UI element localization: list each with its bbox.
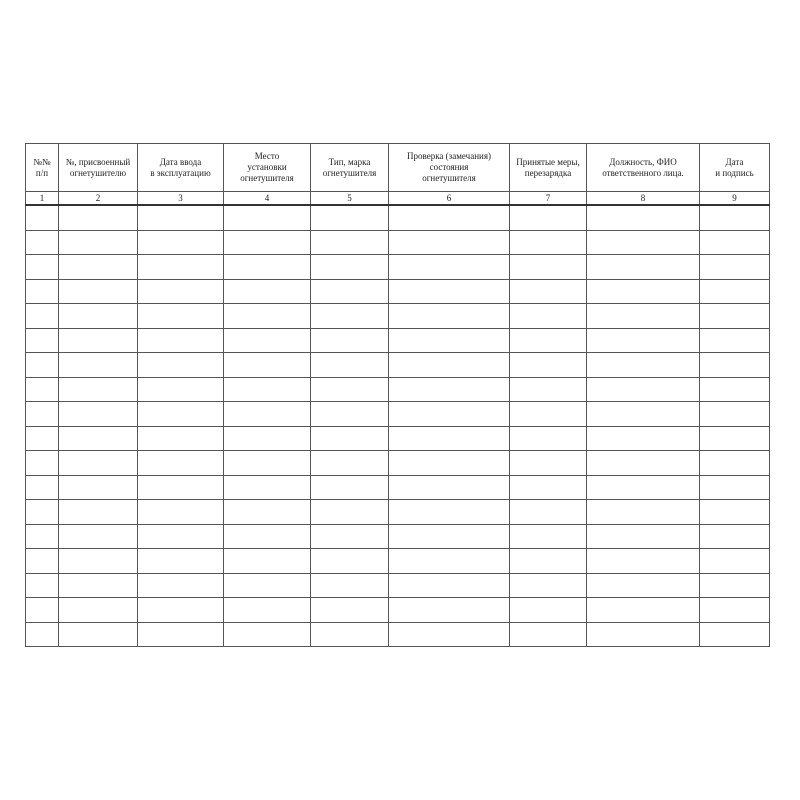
table-cell[interactable] [389,279,510,304]
table-cell[interactable] [59,353,138,378]
header-cell: Проверка (замечания) состояния огнетушителя [389,144,510,192]
table-cell[interactable] [510,524,587,549]
table-cell[interactable] [224,279,311,304]
table-cell[interactable] [510,353,587,378]
table-cell[interactable] [138,255,224,280]
table-cell[interactable] [700,230,770,255]
table-row [26,451,770,476]
table-cell[interactable] [138,230,224,255]
column-number-cell: 1 [26,192,59,206]
journal-table [25,143,770,647]
table-cell[interactable] [700,402,770,427]
table-row [26,524,770,549]
table-cell[interactable] [26,205,59,230]
table-cell[interactable] [26,573,59,598]
table-cell[interactable] [587,573,700,598]
table-cell[interactable] [311,279,389,304]
table-cell[interactable] [311,328,389,353]
table-row [26,598,770,623]
table-cell[interactable] [510,500,587,525]
table-cell[interactable] [510,304,587,329]
table-cell[interactable] [26,304,59,329]
table-cell[interactable] [389,205,510,230]
table-cell[interactable] [59,573,138,598]
table-cell[interactable] [59,255,138,280]
table-cell[interactable] [224,426,311,451]
table-cell[interactable] [510,328,587,353]
table-cell[interactable] [510,377,587,402]
table-cell[interactable] [138,549,224,574]
table-cell[interactable] [389,573,510,598]
column-number-cell: 4 [224,192,311,206]
table-cell[interactable] [138,205,224,230]
table-cell[interactable] [587,205,700,230]
table-cell[interactable] [389,353,510,378]
table-cell[interactable] [389,549,510,574]
table-cell[interactable] [138,524,224,549]
header-cell: Принятые меры, перезарядка [510,144,587,192]
table-cell[interactable] [311,549,389,574]
table-cell[interactable] [587,598,700,623]
table-cell[interactable] [59,304,138,329]
table-cell[interactable] [389,598,510,623]
table-cell[interactable] [224,573,311,598]
table-cell[interactable] [59,402,138,427]
table-cell[interactable] [700,426,770,451]
table-cell[interactable] [224,353,311,378]
table-cell[interactable] [510,255,587,280]
table-cell[interactable] [587,475,700,500]
table-cell[interactable] [700,304,770,329]
table-cell[interactable] [389,230,510,255]
table-cell[interactable] [510,598,587,623]
table-cell[interactable] [311,402,389,427]
table-cell[interactable] [587,524,700,549]
table-row [26,205,770,230]
table-cell[interactable] [510,475,587,500]
header-cell: Дата ввода в эксплуатацию [138,144,224,192]
table-cell[interactable] [587,230,700,255]
table-cell[interactable] [138,622,224,647]
table-cell[interactable] [26,524,59,549]
table-cell[interactable] [59,230,138,255]
table-cell[interactable] [587,353,700,378]
header-cell: Место установки огнетушителя [224,144,311,192]
table-cell[interactable] [311,304,389,329]
table-cell[interactable] [700,451,770,476]
column-number-cell: 6 [389,192,510,206]
table-cell[interactable] [587,304,700,329]
table-cell[interactable] [26,549,59,574]
table-cell[interactable] [587,402,700,427]
table-cell[interactable] [224,622,311,647]
table-cell[interactable] [224,598,311,623]
table-cell[interactable] [700,549,770,574]
table-cell[interactable] [59,451,138,476]
header-cell: №№ п/п [26,144,59,192]
column-number-cell: 2 [59,192,138,206]
table-cell[interactable] [224,451,311,476]
table-cell[interactable] [700,205,770,230]
table-cell[interactable] [587,255,700,280]
table-cell[interactable] [311,255,389,280]
table-cell[interactable] [224,500,311,525]
table-cell[interactable] [311,426,389,451]
column-number-cell: 3 [138,192,224,206]
table-row [26,622,770,647]
table-cell[interactable] [138,573,224,598]
extinguisher-log-sheet [25,143,769,647]
table-cell[interactable] [311,573,389,598]
table-row [26,549,770,574]
table-cell[interactable] [224,205,311,230]
table-cell[interactable] [138,598,224,623]
table-cell[interactable] [700,328,770,353]
table-cell[interactable] [224,377,311,402]
table-cell[interactable] [389,426,510,451]
table-cell[interactable] [389,451,510,476]
table-cell[interactable] [59,205,138,230]
table-row [26,377,770,402]
table-cell[interactable] [700,377,770,402]
table-cell[interactable] [389,475,510,500]
table-cell[interactable] [587,279,700,304]
table-cell[interactable] [26,353,59,378]
table-cell[interactable] [510,426,587,451]
table-cell[interactable] [700,573,770,598]
table-cell[interactable] [389,255,510,280]
table-cell[interactable] [26,426,59,451]
table-cell[interactable] [138,377,224,402]
table-cell[interactable] [510,230,587,255]
table-row [26,230,770,255]
table-row [26,328,770,353]
column-number-cell: 5 [311,192,389,206]
table-cell[interactable] [224,475,311,500]
table-cell[interactable] [224,304,311,329]
table-cell[interactable] [26,598,59,623]
table-cell[interactable] [59,524,138,549]
table-cell[interactable] [389,328,510,353]
table-cell[interactable] [510,451,587,476]
table-cell[interactable] [311,205,389,230]
table-row [26,426,770,451]
table-cell[interactable] [26,230,59,255]
column-number-cell: 7 [510,192,587,206]
table-cell[interactable] [26,255,59,280]
table-cell[interactable] [26,402,59,427]
table-cell[interactable] [389,500,510,525]
table-cell[interactable] [510,549,587,574]
table-cell[interactable] [311,598,389,623]
table-row [26,402,770,427]
table-row [26,500,770,525]
table-cell[interactable] [224,230,311,255]
table-cell[interactable] [587,622,700,647]
table-cell[interactable] [700,524,770,549]
table-cell[interactable] [587,328,700,353]
column-number-cell: 9 [700,192,770,206]
table-cell[interactable] [59,549,138,574]
table-cell[interactable] [59,598,138,623]
table-row [26,279,770,304]
header-cell: №, присвоенный огнетушителю [59,144,138,192]
table-cell[interactable] [224,328,311,353]
table-cell[interactable] [389,402,510,427]
table-cell[interactable] [700,622,770,647]
table-cell[interactable] [138,328,224,353]
table-cell[interactable] [587,500,700,525]
table-cell[interactable] [311,377,389,402]
table-cell[interactable] [59,328,138,353]
table-cell[interactable] [59,279,138,304]
column-number-cell: 8 [587,192,700,206]
table-row [26,304,770,329]
table-cell[interactable] [59,426,138,451]
table-cell[interactable] [510,573,587,598]
table-row [26,255,770,280]
table-cell[interactable] [138,304,224,329]
table-cell[interactable] [311,622,389,647]
table-cell[interactable] [389,377,510,402]
table-cell[interactable] [224,549,311,574]
table-cell[interactable] [138,426,224,451]
table-cell[interactable] [700,475,770,500]
table-cell[interactable] [510,622,587,647]
table-cell[interactable] [138,475,224,500]
table-cell[interactable] [59,475,138,500]
header-cell: Дата и подпись [700,144,770,192]
table-row [26,353,770,378]
table-row [26,573,770,598]
table-cell[interactable] [311,475,389,500]
table-cell[interactable] [510,205,587,230]
table-cell[interactable] [26,279,59,304]
table-cell[interactable] [389,304,510,329]
table-cell[interactable] [138,451,224,476]
table-cell[interactable] [311,353,389,378]
table-cell[interactable] [311,500,389,525]
table-cell[interactable] [700,353,770,378]
table-cell[interactable] [59,622,138,647]
table-row [26,475,770,500]
table-cell[interactable] [59,377,138,402]
table-cell[interactable] [26,377,59,402]
table-cell[interactable] [587,426,700,451]
table-cell[interactable] [224,255,311,280]
table-cell[interactable] [700,255,770,280]
table-cell[interactable] [311,230,389,255]
table-cell[interactable] [587,549,700,574]
header-cell: Тип, марка огнетушителя [311,144,389,192]
table-cell[interactable] [26,622,59,647]
table-cell[interactable] [138,279,224,304]
table-cell[interactable] [26,500,59,525]
table-cell[interactable] [26,451,59,476]
header-cell: Должность, ФИО ответственного лица. [587,144,700,192]
table-cell[interactable] [224,524,311,549]
table-cell[interactable] [700,279,770,304]
header-row [26,144,770,192]
table-cell[interactable] [510,402,587,427]
table-cell[interactable] [26,475,59,500]
table-cell[interactable] [700,500,770,525]
table-cell[interactable] [389,524,510,549]
table-cell[interactable] [700,598,770,623]
table-cell[interactable] [138,500,224,525]
table-cell[interactable] [138,402,224,427]
table-cell[interactable] [311,524,389,549]
table-cell[interactable] [311,451,389,476]
table-cell[interactable] [59,500,138,525]
table-cell[interactable] [224,402,311,427]
table-cell[interactable] [138,353,224,378]
column-number-row [26,192,770,206]
table-cell[interactable] [587,377,700,402]
table-cell[interactable] [389,622,510,647]
table-cell[interactable] [26,328,59,353]
table-cell[interactable] [587,451,700,476]
table-cell[interactable] [510,279,587,304]
